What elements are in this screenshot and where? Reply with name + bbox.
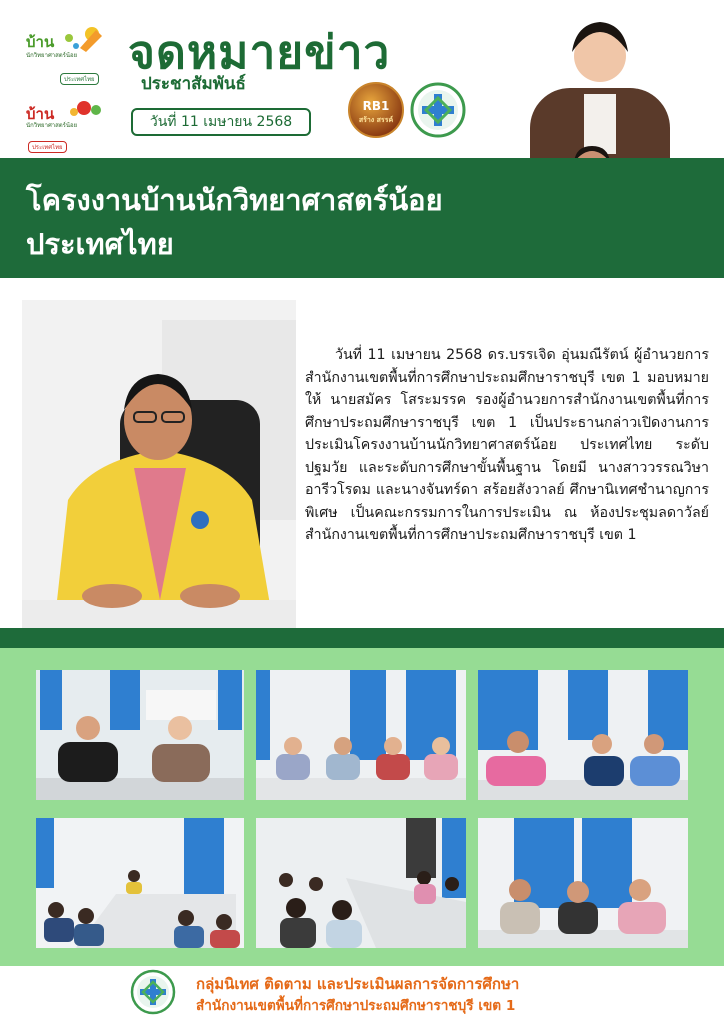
logo-bottom-tag-wrap [28,134,67,153]
news-story [0,278,724,628]
logo-bottom-name: บ้าน [26,105,55,123]
gallery-photo-3 [478,670,688,800]
footer-unit-name: กลุ่มนิเทศ ติดตาม และประเมินผลการจัดการศึกษา [196,975,520,993]
project-banner [0,158,724,278]
project-title: โครงงานบ้านนักวิทยาศาสตร์น้อย ประเทศไทย [26,183,443,261]
photo-gallery [0,648,724,966]
logo-bottom-tag: ประเทศไทย [28,141,67,153]
newsletter-subtitle: ประชาสัมพันธ์ [141,74,246,94]
obec-footer-icon [130,969,176,1015]
newsletter-title: จดหมายข่าว [128,25,391,79]
rb1-badge-icon [348,82,404,138]
gallery-photo-5 [256,818,466,948]
logo-top-tag: ประเทศไทย [60,73,99,85]
issue-date: วันที่ 11 เมษายน 2568 [131,108,311,136]
section-divider [0,628,724,648]
gallery-photo-1 [36,670,244,800]
logo-top-sub: นักวิทยาศาสตร์น้อย [26,52,78,59]
gallery-photo-2 [256,670,466,800]
rb1-badge-sub: สร้าง สรรค์ [358,116,394,124]
gallery-photo-4 [36,818,244,948]
logo-top-tag-wrap [60,66,99,85]
director-portrait [22,300,296,628]
logo-bottom-sub: นักวิทยาศาสตร์น้อย [26,122,78,129]
little-scientist-logo-bottom [22,96,108,150]
logo-top-name: บ้าน [26,33,55,51]
newsletter-header [0,0,724,158]
newsletter-footer [0,966,724,1024]
obec-logo-icon [410,82,466,138]
footer-office-name: สำนักงานเขตพื้นที่การศึกษาประถมศึกษาราชบุรี เขต 1 [196,998,516,1014]
gallery-photo-6 [478,818,688,948]
story-body: วันที่ 11 เมษายน 2568 ดร.บรรเจิด อุ่นมณีรัตน์ ผู้อำนวยการสำนักงานเขตพื้นที่การศึกษาประถมศึกษาราชบุรี เขต 1 มอบหมายให้ นายสมัคร โสระมรรค รองผู้อำนวยการสำนักงานเขตพื้นที่การศึกษาประถมศึกษาราชบุรี เขต 1 เป็นประธานกล่าวเปิดงานการประเมินโครงงานบ้านนักวิทยาศาสตร์น้อย ประเทศไทย ระดับปฐมวัย และระดับการศึกษาขั้นพื้นฐาน โดยมี นางสาววรรณวิษา อารีวโรดม และนางจันทร์ดา สร้อยสังวาลย์ ศึกษานิเทศชำนาญการพิเศษ เป็นคณะกรรมการในการประเมิน ณ ห้องประชุมลดาวัลย์ สำนักงานเขตพื้นที่การศึกษาประถมศึกษาราชบุรี เขต 1 [305,347,709,543]
little-scientist-logo-top [22,20,108,82]
rb1-badge-main: RB1 [362,99,390,113]
